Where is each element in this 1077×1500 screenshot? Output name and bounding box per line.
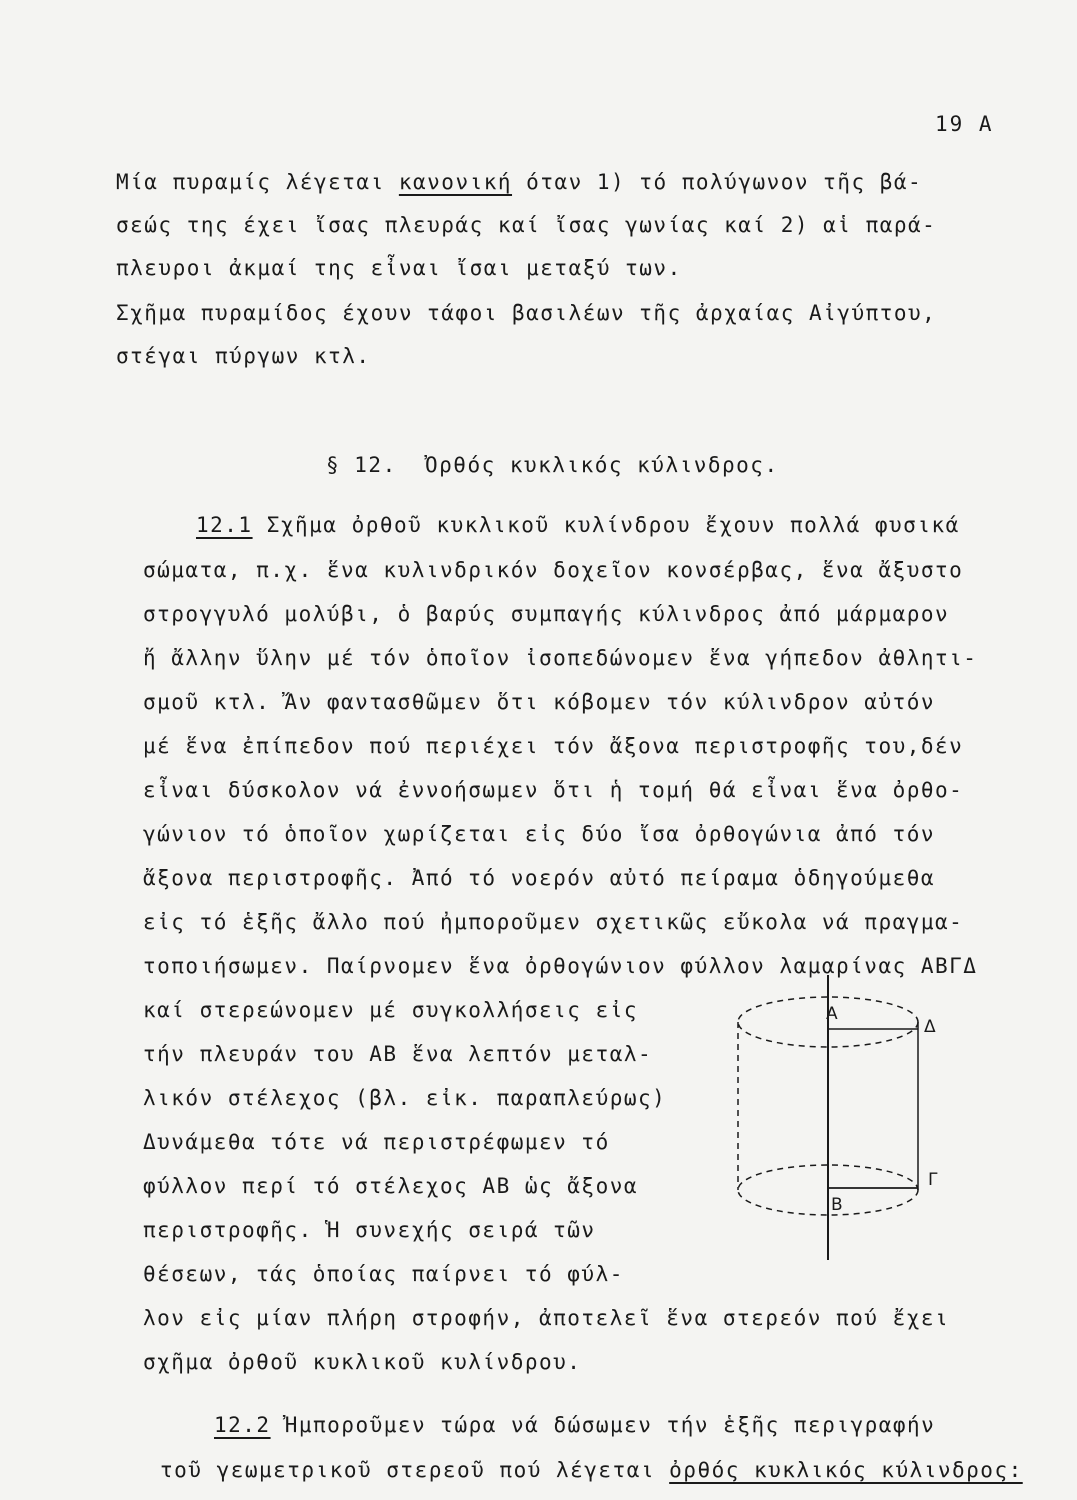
text-line: εἶναι δύσκολον νά ἐννοήσωμεν ὅτι ἡ τομή θά εἶναι ἕνα ὀρθο- [143, 778, 964, 802]
text-line: ἄξονα περιστροφῆς. Ἀπό τό νοερόν αὐτό πείραμα ὁδηγούμεθα [143, 866, 936, 890]
text-line: γώνιον τό ὁποῖον χωρίζεται εἰς δύο ἴσα ὀρθογώνια ἀπό τόν [143, 822, 936, 846]
underlined-term: κανονική [398, 170, 513, 194]
text-line: λικόν στέλεχος (βλ. εἰκ. παραπλεύρως) [143, 1086, 667, 1110]
section-heading [326, 455, 779, 476]
section-title: Ὀρθός κυκλικός κύλινδρος. [425, 453, 779, 477]
text-line: Δυνάμεθα τότε νά περιστρέφωμεν τό [143, 1130, 610, 1154]
text-line: εἰς τό ἑξῆς ἄλλο πού ἠμποροῦμεν σχετικῶς εὔκολα νά πραγμα- [143, 910, 964, 934]
subsection-number: 12.2 [214, 1413, 271, 1437]
text-line: στρογγυλό μολύβι, ὁ βαρύς συμπαγής κύλινδρος ἀπό μάρμαρον [143, 602, 950, 626]
text-line: θέσεων, τάς ὁποίας παίρνει τό φύλ- [143, 1262, 624, 1286]
text-line: περιστροφῆς. Ἡ συνεχής σειρά τῶν [143, 1218, 596, 1242]
text-line: σμοῦ κτλ. Ἄν φαντασθῶμεν ὅτι κόβομεν τόν κύλινδρον αὐτόν [143, 690, 936, 714]
text-line: φύλλον περί τό στέλεχος ΑΒ ὡς ἄξονα [143, 1174, 639, 1198]
text-line: 12.1 Σχῆμα ὀρθοῦ κυκλικοῦ κυλίνδρου ἔχουν πολλά φυσικά [196, 513, 960, 537]
label-G: Γ [928, 1170, 938, 1190]
text-line: τήν πλευράν του ΑΒ ἕνα λεπτόν μεταλ- [143, 1042, 653, 1066]
text-line: ἤ ἄλλην ὕλην μέ τόν ὁποῖον ἰσοπεδώνομεν ἕνα γήπεδον ἀθλητι- [143, 646, 978, 670]
text-line: λον εἰς μίαν πλήρη στροφήν, ἀποτελεῖ ἕνα στερεόν πού ἔχει [143, 1306, 950, 1330]
text-line: σώματα, π.χ. ἕνα κυλινδρικόν δοχεῖον κονσέρβας, ἕνα ἄξυστο [143, 558, 964, 582]
text-line: τοῦ γεωμετρικοῦ στερεοῦ πού λέγεται ὀρθός κυκλικός κύλινδρος: [160, 1458, 1023, 1482]
text-line: σεώς της έχει ἴσας πλευράς καί ἴσας γωνίας καί 2) αἱ παρά- [116, 213, 937, 237]
label-D: Δ [924, 1017, 936, 1037]
text-line: μέ ἕνα ἐπίπεδον πού περιέχει τόν ἄξονα περιστροφῆς του,δέν [143, 734, 964, 758]
label-A: Α [826, 1004, 838, 1024]
text-line: καί στερεώνομεν μέ συγκολλήσεις εἰς [143, 998, 639, 1022]
text-line: 12.2 Ἠμποροῦμεν τώρα νά δώσωμεν τήν ἑξῆς περιγραφήν [214, 1413, 936, 1437]
cylinder-figure [700, 975, 960, 1265]
text-line: τοποιήσωμεν. Παίρνομεν ἕνα ὀρθογώνιον φύλλον λαμαρίνας ΑΒΓΔ [143, 954, 978, 978]
text-line: Σχῆμα πυραμίδος έχουν τάφοι βασιλέων τῆς ἀρχαίας Αἰγύπτου, [116, 301, 937, 325]
text-line: πλευροι ἀκμαί της εἶναι ἴσαι μεταξύ των. [116, 256, 682, 280]
underlined-term: ὀρθός κυκλικός κύλινδρος: [669, 1458, 1023, 1482]
text-line: Μία πυραμίς λέγεται κανονική όταν 1) τό πολύγωνον τῆς βά- [116, 170, 923, 194]
text-line: σχῆμα ὀρθοῦ κυκλικοῦ κυλίνδρου. [143, 1350, 582, 1374]
text-line: στέγαι πύργων κτλ. [116, 344, 371, 368]
label-B: Β [831, 1195, 843, 1215]
subsection-number: 12.1 [196, 513, 253, 537]
page-number: 19 Α [935, 112, 994, 136]
section-number: § 12. [326, 453, 397, 477]
